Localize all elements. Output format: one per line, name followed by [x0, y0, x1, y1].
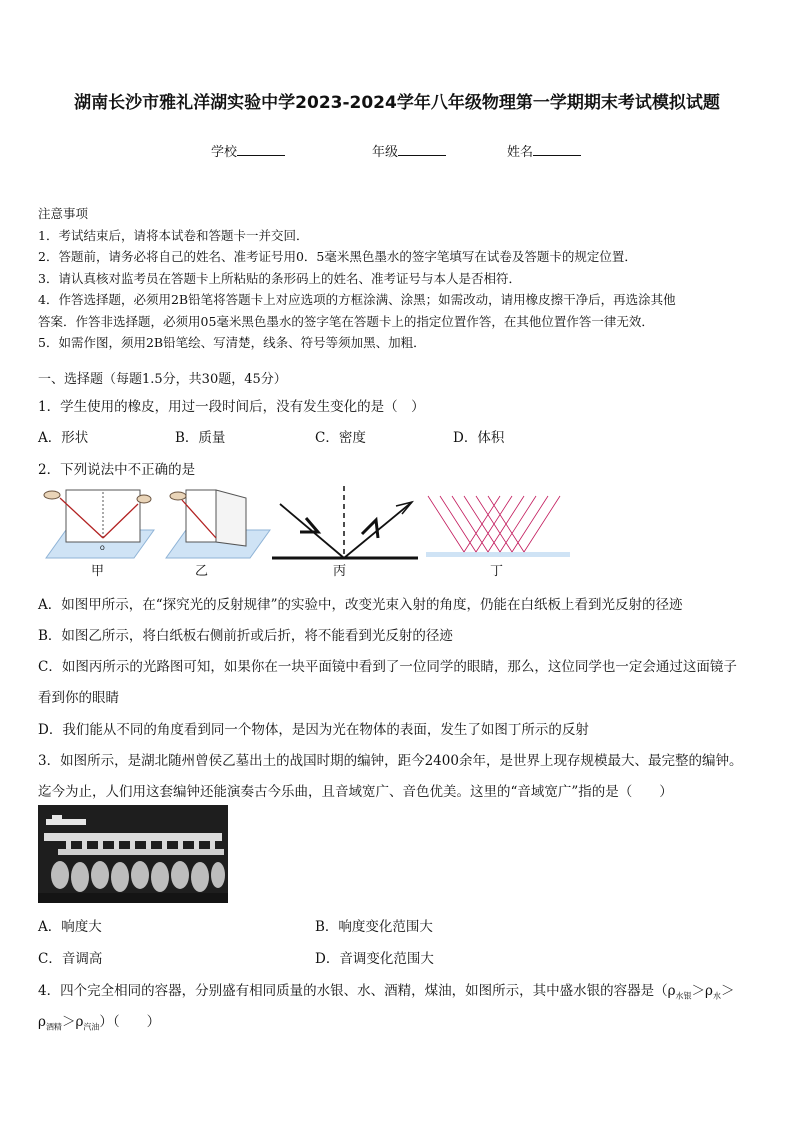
figure-yi-diagram [160, 486, 272, 562]
q3-stem-line1: 3．如图所示，是湖北随州曾侯乙墓出土的战国时期的编钟，距今2400余年，是世界上现存规模最大、最完整的编钟。 [38, 753, 743, 769]
q1-stem: 1．学生使用的橡皮，用过一段时间后，没有发生变化的是（ ） [38, 399, 425, 415]
school-field [211, 141, 285, 160]
q3-option-a: A．响度大 [38, 919, 102, 935]
hand-laser-icon [44, 491, 60, 499]
name-label: 姓名 [507, 145, 534, 160]
q1-option-c: C．密度 [315, 430, 366, 446]
parallel-rays [428, 496, 560, 552]
figure-jia-diagram [38, 486, 156, 562]
arrow-head-reflected [362, 520, 378, 538]
white-board-folded [216, 490, 246, 546]
q3-stem-line2: 迄今为止，人们用这套编钟还能演奏古今乐曲，且音域宽广、音色优美。这里的“音域宽广”指的是（ ） [38, 784, 673, 800]
school-blank [237, 143, 285, 156]
rho-symbol: ρ [38, 1014, 46, 1030]
figure-label-jia: 甲 [91, 564, 105, 579]
grade-label: 年级 [372, 145, 399, 160]
notes-block [38, 203, 758, 354]
gt-sign: ＞ [61, 1014, 76, 1030]
arrow-head-incident [300, 518, 318, 532]
note-item: 1．考试结束后，请将本试卷和答题卡一并交回． [38, 227, 309, 243]
q2-option-c-cont: 看到你的眼睛 [38, 690, 119, 706]
q3-option-c: C．音调高 [38, 951, 103, 967]
q4-tail: ）（ ） [99, 1014, 161, 1030]
notes-heading: 注意事项 [38, 206, 89, 221]
q3-option-d: D．音调变化范围大 [315, 951, 434, 967]
gt-sign: ＞ [691, 983, 706, 999]
white-board-left [186, 490, 216, 542]
subscript-water: 水 [712, 991, 721, 1001]
section-heading: 一、选择题（每题1.5分，共30题，45分） [38, 372, 287, 387]
name-field [507, 141, 581, 160]
q2-option-c: C．如图丙所示的光路图可知，如果你在一块平面镜中看到了一位同学的眼睛，那么，这位同学也一定会通过这面镜子 [38, 659, 737, 675]
subscript-gasoline: 汽油 [83, 1022, 100, 1032]
q4-stem-line2 [38, 1010, 160, 1033]
q2-option-d: D．我们能从不同的角度看到同一个物体，是因为光在物体的表面，发生了如图丁所示的反射 [38, 722, 589, 738]
figure-label-ding: 丁 [490, 564, 504, 579]
page-title: 湖南长沙市雅礼洋湖实验中学2023-2024学年八年级物理第一学期期末考试模拟试题 [74, 93, 720, 113]
school-label: 学校 [211, 145, 238, 160]
q2-option-a: A．如图甲所示，在“探究光的反射规律”的实验中，改变光束入射的角度，仍能在白纸板上看到光反射的径迹 [38, 597, 683, 613]
q3-option-b: B．响度变化范围大 [315, 919, 433, 935]
q2-option-b: B．如图乙所示，将白纸板右侧前折或后折，将不能看到光反射的径迹 [38, 628, 453, 644]
note-item: 2．答题前，请务必将自己的姓名、准考证号用0．5毫米黑色墨水的签字笔填写在试卷及答题卡的规定位置． [38, 249, 637, 264]
bianzhong-photo [38, 805, 228, 903]
figure-ding-diagram [426, 494, 570, 560]
grade-field [372, 141, 446, 160]
q2-stem: 2．下列说法中不正确的是 [38, 462, 196, 478]
grade-blank [398, 143, 446, 156]
q1-option-d: D．体积 [453, 430, 505, 446]
name-blank [533, 143, 581, 156]
q1-option-a: A．形状 [38, 430, 89, 446]
note-item: 3．请认真核对监考员在答题卡上所粘贴的条形码上的姓名、准考证号与本人是否相符． [38, 270, 521, 286]
bianzhong-drawing [38, 805, 228, 903]
mirror-surface [426, 552, 570, 557]
hand-icon [137, 495, 151, 503]
figure-label-yi: 乙 [195, 564, 209, 579]
figure-label-bing: 丙 [333, 564, 347, 579]
note-item: 5．如需作图，须用2B铅笔绘、写清楚，线条、符号等须加黑、加粗． [38, 335, 426, 350]
note-item: 4．作答选择题，必须用2B铅笔将答题卡上对应选项的方框涂满、涂黑；如需改动，请用橡皮擦干净后，再选涂其他 [38, 292, 676, 307]
hand-laser-icon [170, 492, 186, 500]
subscript-mercury: 水银 [675, 991, 692, 1001]
subscript-alcohol: 酒精 [45, 1022, 62, 1032]
q4-text: 4．四个完全相同的容器，分别盛有相同质量的水银、水、酒精，煤油，如图所示，其中盛水银的容器是（ρ [38, 983, 676, 999]
rho-symbol: ρ [705, 983, 713, 999]
note-item: 答案．作答非选择题，必须用05毫米黑色墨水的签字笔在答题卡上的指定位置作答，在其他位置作答一律无效． [38, 313, 654, 329]
q4-stem-line1 [38, 979, 734, 1002]
rho-symbol: ρ [75, 1014, 84, 1030]
gt-sign: ＞ [720, 983, 735, 999]
q1-option-b: B．质量 [175, 430, 226, 446]
figure-bing-diagram [270, 484, 420, 562]
svg-text:O: O [100, 545, 105, 552]
